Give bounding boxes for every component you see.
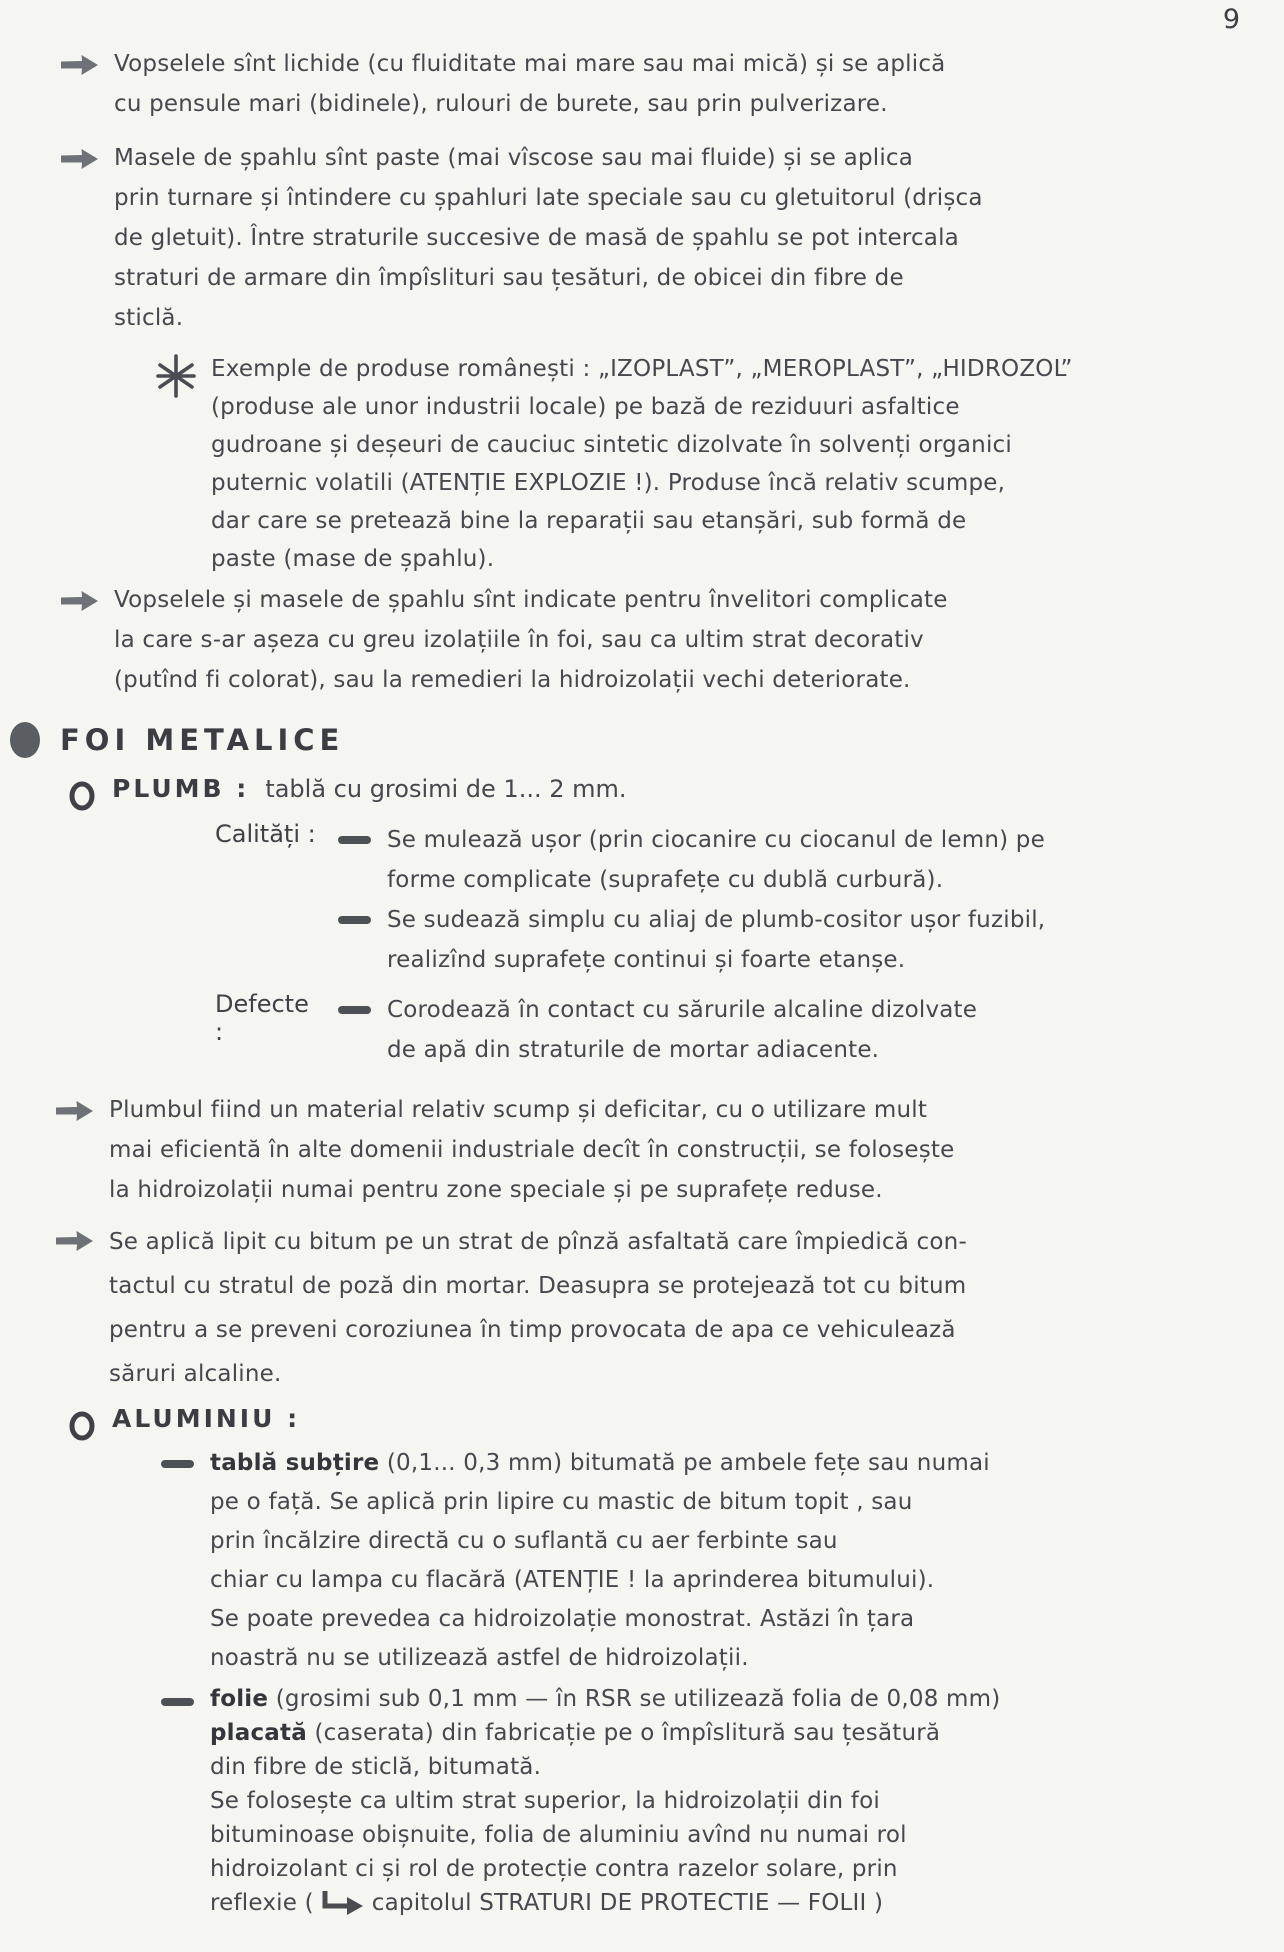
subsection-intro: tablă cu grosimi de 1... 2 mm.: [265, 775, 627, 803]
text-line: săruri alcaline.: [109, 1361, 282, 1387]
text-line: mai eficientă în alte domenii industriale decît în construcții, se folosește: [109, 1137, 955, 1163]
arrow-bullet-icon: [55, 1098, 95, 1210]
text-line: Se poate prevedea ca hidroizolație monostrat. Astăzi în țara: [210, 1606, 915, 1632]
defecte-label: Defecte :: [215, 990, 309, 1046]
text-line: [210, 1682, 1000, 1716]
text-line: Vopselele și masele de șpahlu sînt indicate pentru învelitori complicate: [114, 587, 948, 613]
item-lines: [387, 900, 1045, 980]
text-line: realizînd suprafețe continui și foarte etanșe.: [387, 947, 906, 973]
arrow-bullet-icon: [60, 146, 100, 338]
text-line: [210, 1716, 1000, 1750]
list-item: [337, 900, 1045, 980]
section-title: FOI METALICE: [60, 723, 345, 757]
note-exemple-produse: [155, 350, 1246, 578]
arrow-bullet-icon: [60, 588, 100, 700]
plumb-calitati: [215, 820, 1246, 980]
arrow-bullet-icon: [60, 52, 100, 124]
item-lines: [387, 990, 977, 1070]
text-line: Masele de șpahlu sînt paste (mai vîscose sau mai fluide) și se aplica: [114, 145, 914, 171]
text-segment: reflexie (: [210, 1890, 314, 1916]
text-line: hidroizolant ci și rol de protecție contra razelor solare, prin: [210, 1856, 898, 1882]
paragraph-indicate: [60, 580, 1246, 700]
paragraph-se-aplica: [55, 1220, 1246, 1396]
text-line: din fibre de sticlă, bitumată.: [210, 1754, 542, 1780]
text-line: Plumbul fiind un material relativ scump și deficitar, cu o utilizare mult: [109, 1097, 928, 1123]
plumb-defecte: [215, 990, 1246, 1070]
subsection-plumb: [68, 774, 1246, 812]
text-line: gudroane și deșeuri de cauciuc sintetic dizolvate în solvenți organici: [211, 432, 1012, 458]
paragraph-vopselele: [60, 44, 1246, 124]
text-line: forme complicate (suprafețe cu dublă curbură).: [387, 867, 944, 893]
subsection-label: PLUMB :: [112, 774, 250, 803]
list-item: [337, 990, 977, 1070]
text-line: [210, 1886, 1000, 1920]
page-number: 9: [1222, 4, 1240, 35]
dash-bullet-icon: [160, 1696, 196, 1920]
text-line: cu pensule mari (bidinele), rulouri de burete, sau prin pulverizare.: [114, 91, 888, 117]
item-lines: [210, 1444, 990, 1678]
calitati-label: Calități :: [215, 820, 316, 848]
dash-bullet-icon: [337, 914, 373, 980]
text-segment: (grosimi sub 0,1 mm — în RSR se utilizează folia de 0,08 mm): [268, 1686, 1001, 1712]
text-line: pentru a se preveni coroziunea în timp provocata de apa ce vehiculează: [109, 1317, 956, 1343]
text-line: pe o față. Se aplică prin lipire cu mastic de bitum topit , sau: [210, 1489, 913, 1515]
text-line: la hidroizolații numai pentru zone speciale și pe suprafețe reduse.: [109, 1177, 883, 1203]
paragraph-masele: [60, 138, 1246, 338]
text-line: bituminoase obișnuite, folia de aluminiu avînd nu numai rol: [210, 1822, 907, 1848]
item-lead: tablă subțire: [210, 1450, 380, 1476]
text-line: paste (mase de șpahlu).: [211, 546, 495, 572]
text-line: prin încălzire directă cu o suflantă cu aer ferbinte sau: [210, 1528, 838, 1554]
item-lines: [387, 820, 1045, 900]
defecte-items: [337, 990, 977, 1070]
arrow-bullet-icon: [55, 1228, 95, 1396]
hooked-arrow-icon: [320, 1890, 366, 1918]
text-line: Exemple de produse românești : „IZOPLAST”, „MEROPLAST”, „HIDROZOL”: [211, 356, 1073, 382]
item-lines: [210, 1682, 1000, 1920]
paragraph-lines: [109, 1220, 967, 1396]
text-line: la care s-ar așeza cu greu izolațiile în foi, sau ca ultim strat decorativ: [114, 627, 924, 653]
text-line: tactul cu stratul de poză din mortar. Deasupra se protejează tot cu bitum: [109, 1273, 967, 1299]
text-line: Vopselele sînt lichide (cu fluiditate mai mare sau mai mică) și se aplică: [114, 51, 946, 77]
subsection-label: ALUMINIU :: [112, 1404, 301, 1433]
dash-bullet-icon: [160, 1458, 196, 1678]
text-line: [210, 1444, 990, 1483]
text-line: (putînd fi colorat), sau la remedieri la hidroizolații vechi deteriorate.: [114, 667, 911, 693]
text-line: Se folosește ca ultim strat superior, la hidroizolații din foi: [210, 1788, 880, 1814]
paragraph-lines: [114, 44, 945, 124]
asterisk-icon: [155, 354, 197, 578]
text-line: puternic volatili (ATENȚIE EXPLOZIE !). Produse încă relativ scumpe,: [211, 470, 1006, 496]
calitati-items: [337, 820, 1045, 980]
text-line: prin turnare și întindere cu șpahluri late speciale sau cu gletuitorul (drișca: [114, 185, 983, 211]
text-line: sticlă.: [114, 305, 184, 331]
paragraph-lines: [114, 580, 948, 700]
text-line: chiar cu lampa cu flacără (ATENȚIE ! la aprinderea bitumului).: [210, 1567, 935, 1593]
paragraph-lines: [114, 138, 983, 338]
note-lines: [211, 350, 1073, 578]
filled-circle-icon: [8, 720, 42, 760]
open-circle-icon: [68, 1410, 96, 1442]
text-line: (produse ale unor industrii locale) pe bază de reziduuri asfaltice: [211, 394, 960, 420]
section-heading-foi-metalice: [8, 720, 1246, 760]
dash-bullet-icon: [337, 834, 373, 900]
open-circle-icon: [68, 780, 96, 812]
text-segment: (0,1... 0,3 mm) bitumată pe ambele fețe sau numai: [379, 1450, 990, 1476]
aluminiu-item-tabla-subtire: [160, 1444, 1246, 1678]
text-line: Se sudează simplu cu aliaj de plumb-cositor ușor fuzibil,: [387, 907, 1046, 933]
text-line: de apă din straturile de mortar adiacente.: [387, 1037, 880, 1063]
text-segment: capitolul STRATURI DE PROTECTIE — FOLII ): [371, 1890, 884, 1916]
text-line: straturi de armare din împîslituri sau țesături, de obicei din fibre de: [114, 265, 904, 291]
aluminiu-item-folie: [160, 1682, 1246, 1920]
paragraph-lines: [109, 1090, 954, 1210]
item-lead: placată: [210, 1720, 307, 1746]
text-line: Se aplică lipit cu bitum pe un strat de pînză asfaltată care împiedică con-: [109, 1229, 967, 1255]
text-line: de gletuit). Între straturile succesive de masă de șpahlu se pot intercala: [114, 225, 959, 251]
item-lead: folie: [210, 1686, 269, 1712]
subsection-aluminiu: [68, 1404, 1246, 1442]
paragraph-plumbul: [55, 1090, 1246, 1210]
list-item: [337, 820, 1045, 900]
text-segment: (caserata) din fabricație pe o împîslitură sau țesătură: [306, 1720, 941, 1746]
text-line: noastră nu se utilizează astfel de hidroizolații.: [210, 1645, 749, 1671]
text-line: dar care se pretează bine la reparații sau etanșări, sub formă de: [211, 508, 967, 534]
dash-bullet-icon: [337, 1004, 373, 1070]
text-line: Se mulează ușor (prin ciocanire cu ciocanul de lemn) pe: [387, 827, 1045, 853]
text-line: Corodează în contact cu sărurile alcaline dizolvate: [387, 997, 978, 1023]
